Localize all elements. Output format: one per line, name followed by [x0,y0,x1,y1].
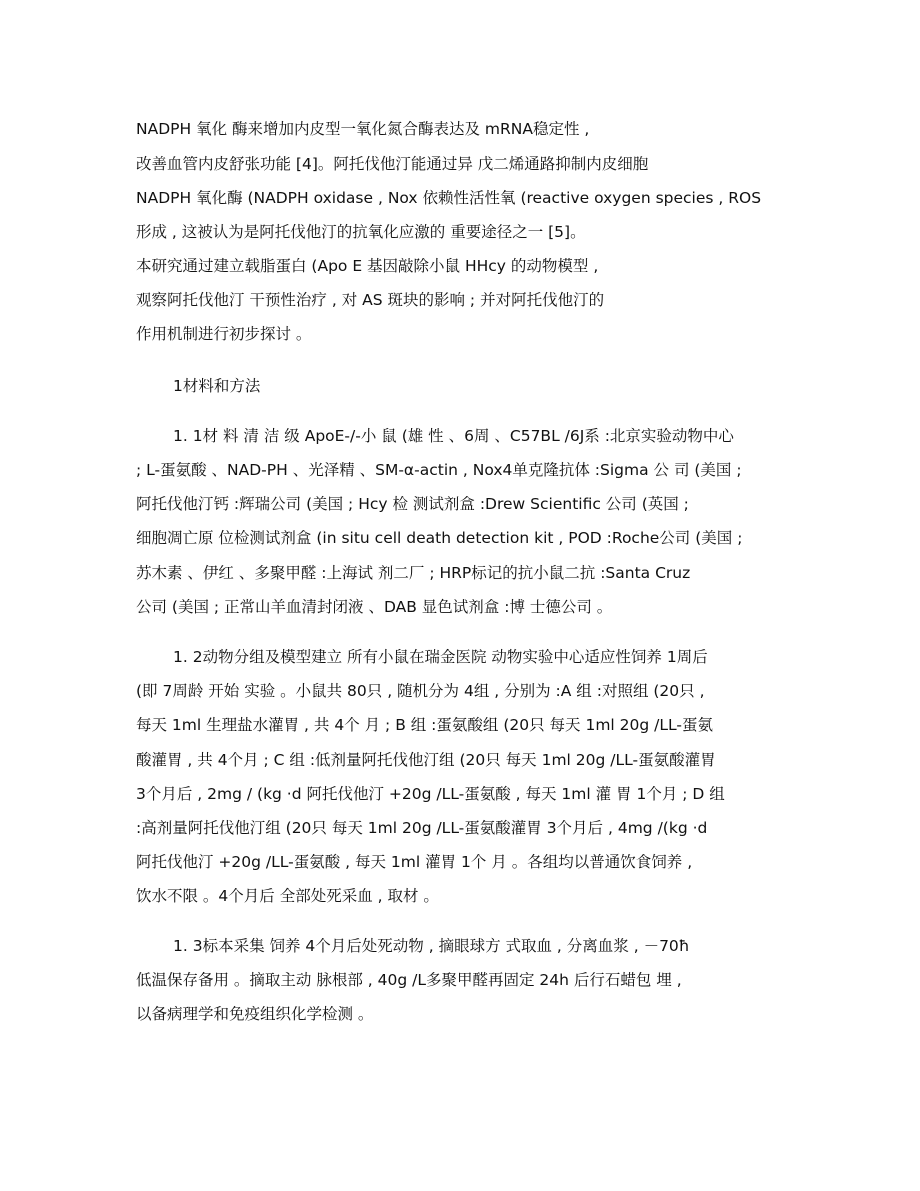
text-line: 公司 (美国 ; 正常山羊血清封闭液 、DAB 显色试剂盒 :博 士德公司 。 [136,598,613,616]
text-line: NADPH 氧化 酶来增加内皮型一氧化氮合酶表达及 mRNA稳定性 , [136,120,590,138]
text-line: 阿托伐他汀 +20g /LL-蛋氨酸 , 每天 1ml 灌胃 1个 月 。各组均以普通饮食饲养 , [136,853,693,871]
text-line: 酸灌胃 , 共 4个月 ; C 组 :低剂量阿托伐他汀组 (20只 每天 1ml 20g /LL-蛋氨酸灌胃 [136,751,716,769]
text-line: 苏木素 、伊红 、多聚甲醛 :上海试 剂二厂 ; HRP标记的抗小鼠二抗 :Santa Cruz [136,564,691,582]
text-line: ; L-蛋氨酸 、NAD-PH 、光泽精 、SM-α-actin , Nox4单克隆抗体 :Sigma 公 司 (美国 ; [136,461,742,479]
text-line: 饮水不限 。4个月后 全部处死采血 , 取材 。 [136,887,439,905]
text-line: (即 7周龄 开始 实验 。小鼠共 80只 , 随机分为 4组 , 分别为 :A 组 :对照组 (20只 , [136,682,705,700]
text-line: 以备病理学和免疫组织化学检测 。 [136,1005,374,1023]
text-line: 改善血管内皮舒张功能 [4]。阿托伐他汀能通过异 戊二烯通路抑制内皮细胞 [136,155,649,173]
text-line: 阿托伐他汀钙 :辉瑞公司 (美国 ; Hcy 检 测试剂盒 :Drew Scientific 公司 (英国 ; [136,495,689,513]
text-line: 1. 3标本采集 饲养 4个月后处死动物 , 摘眼球方 式取血 , 分离血浆 , －70ħ [173,937,690,955]
text-line: 1. 1材 料 清 洁 级 ApoE-/-小 鼠 (雄 性 、6周 、C57BL /6J系 :北京实验动物中心 [173,427,734,445]
text-line: 3个月后 , 2mg / (kg ·d 阿托伐他汀 +20g /LL-蛋氨酸 , 每天 1ml 灌 胃 1个月 ; D 组 [136,785,725,803]
text-line: :高剂量阿托伐他汀组 (20只 每天 1ml 20g /LL-蛋氨酸灌胃 3个月后 , 4mg /(kg ·d [136,819,708,837]
text-line: NADPH 氧化酶 (NADPH oxidase , Nox 依赖性活性氧 (reactive oxygen species , ROS [136,189,762,207]
text-line: 观察阿托伐他汀 干预性治疗 , 对 AS 斑块的影响 ; 并对阿托伐他汀的 [136,291,605,309]
section-heading: 1材料和方法 [173,377,261,395]
text-line: 本研究通过建立载脂蛋白 (Apo E 基因敲除小鼠 HHcy 的动物模型 , [136,257,599,275]
text-line: 形成 , 这被认为是阿托伐他汀的抗氧化应激的 重要途径之一 [5]。 [136,223,586,241]
text-line: 作用机制进行初步探讨 。 [136,325,312,343]
text-line: 每天 1ml 生理盐水灌胃 , 共 4个 月 ; B 组 :蛋氨酸组 (20只 每天 1ml 20g /LL-蛋氨 [136,716,713,734]
text-line: 1. 2动物分组及模型建立 所有小鼠在瑞金医院 动物实验中心适应性饲养 1周后 [173,648,708,666]
text-line: 低温保存备用 。摘取主动 脉根部 , 40g /L多聚甲醛再固定 24h 后行石蜡包 埋 , [136,971,682,989]
text-line: 细胞凋亡原 位检测试剂盒 (in situ cell death detection kit , POD :Roche公司 (美国 ; [136,529,743,547]
